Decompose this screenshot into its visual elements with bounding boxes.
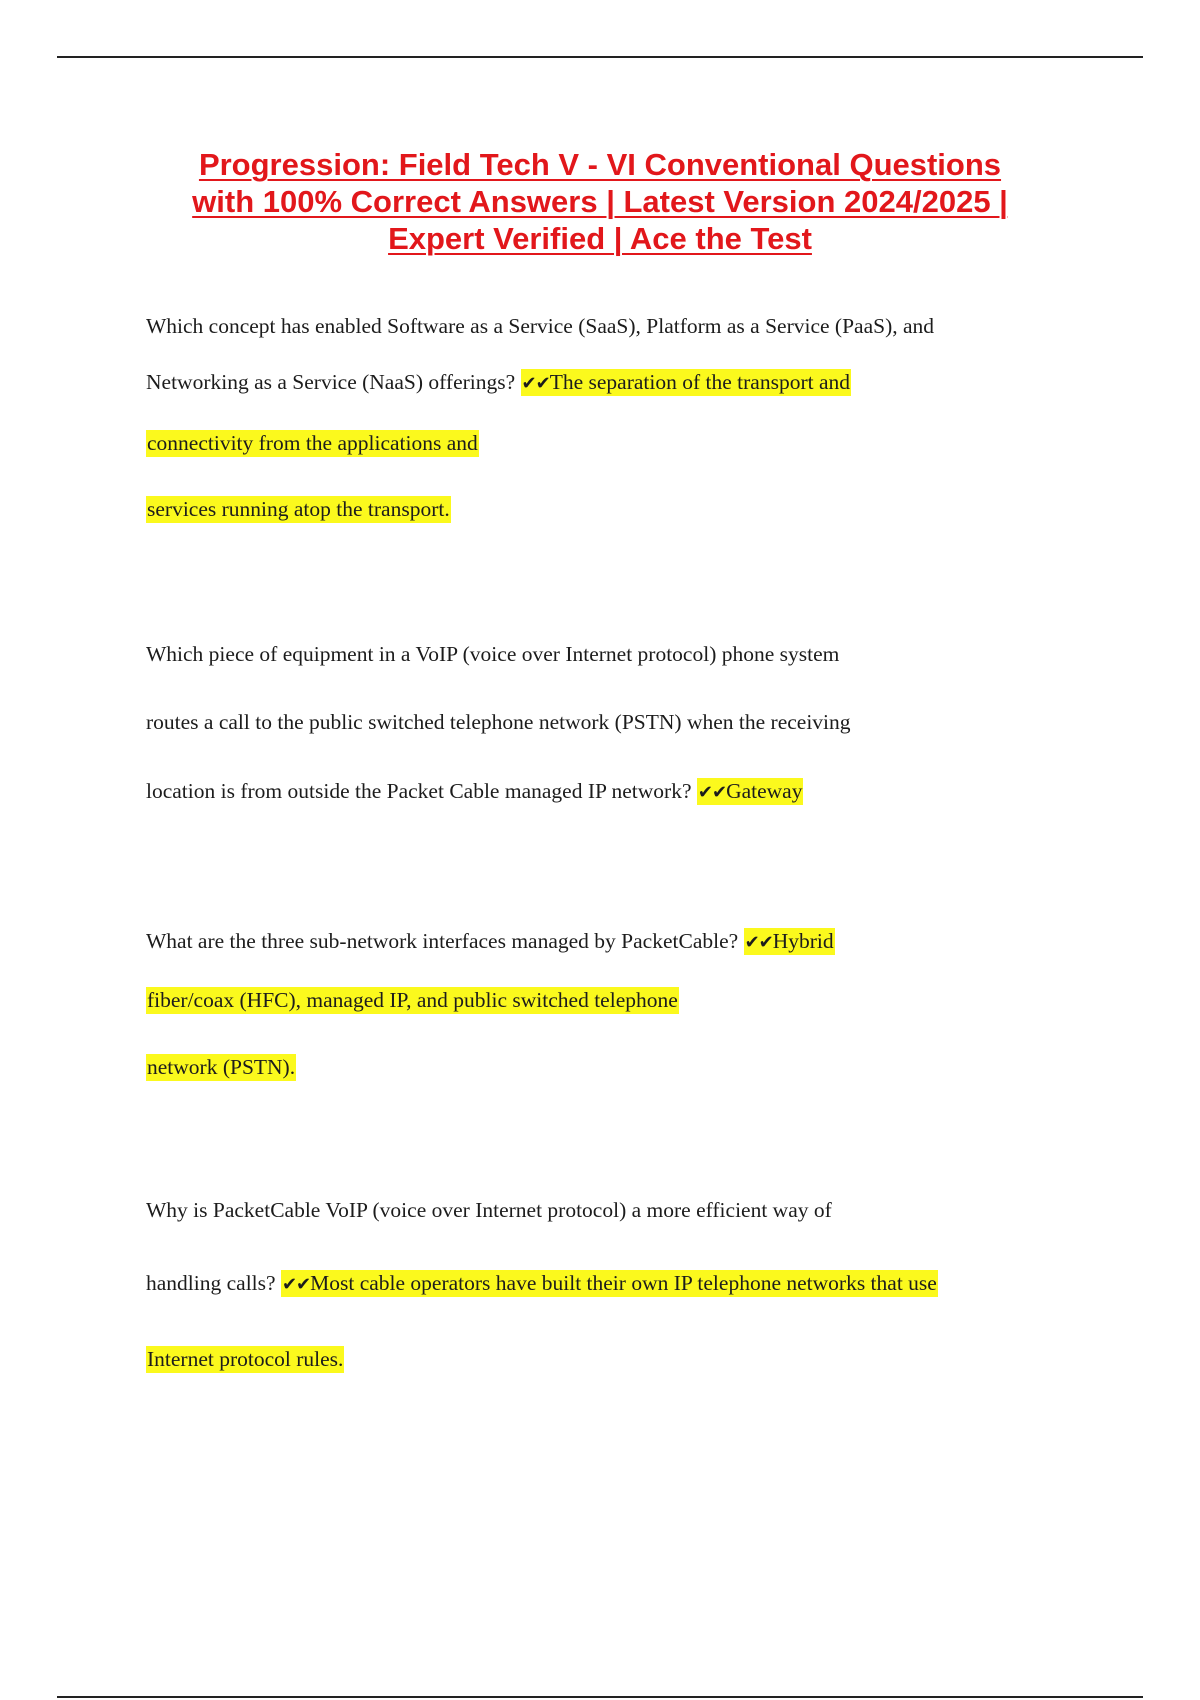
question-1-line-2 xyxy=(146,367,851,399)
double-check-icon: ✔✔ xyxy=(697,782,727,803)
question-4-line-1 xyxy=(146,1195,832,1225)
top-rule xyxy=(57,56,1143,58)
double-check-icon: ✔✔ xyxy=(744,932,773,953)
answer-text: Gateway xyxy=(726,779,803,803)
answer-highlight xyxy=(697,778,804,805)
question-2-line-1 xyxy=(146,639,839,669)
answer-text: services running atop the transport. xyxy=(147,497,450,521)
answer-text: fiber/coax (HFC), managed IP, and public switched telephone xyxy=(147,988,678,1012)
question-text: Which piece of equipment in a VoIP (voice over Internet protocol) phone system xyxy=(146,642,840,666)
answer-4-line-2 xyxy=(146,1344,344,1374)
question-1-line-1 xyxy=(146,311,934,341)
question-2-line-3 xyxy=(146,776,803,808)
question-text: What are the three sub-network interfaces managed by PacketCable? xyxy=(146,929,744,953)
answer-3-line-2 xyxy=(146,985,679,1015)
question-text: Why is PacketCable VoIP (voice over Internet protocol) a more efficient way of xyxy=(146,1198,832,1222)
question-text: location is from outside the Packet Cable managed IP network? xyxy=(146,779,697,803)
double-check-icon: ✔✔ xyxy=(521,373,550,394)
answer-text: Most cable operators have built their own IP telephone networks that use xyxy=(310,1271,937,1295)
question-2-line-2 xyxy=(146,707,851,737)
answer-text: network (PSTN). xyxy=(147,1055,296,1079)
answer-text: Internet protocol rules. xyxy=(147,1347,344,1371)
answer-highlight xyxy=(281,1270,938,1297)
title-line: with 100% Correct Answers | Latest Version 2024/2025 | xyxy=(192,184,1008,219)
title-line: Expert Verified | Ace the Test xyxy=(388,221,812,256)
answer-3-line-3 xyxy=(146,1052,296,1082)
answer-1-line-3 xyxy=(146,494,451,524)
double-check-icon: ✔✔ xyxy=(281,1274,311,1295)
question-text: routes a call to the public switched telephone network (PSTN) when the receiving xyxy=(146,710,851,734)
document-title xyxy=(100,146,1100,257)
answer-highlight xyxy=(744,928,835,955)
question-text: Networking as a Service (NaaS) offerings? xyxy=(146,370,521,394)
question-4-line-2 xyxy=(146,1268,938,1300)
question-text: handling calls? xyxy=(146,1271,281,1295)
answer-text: connectivity from the applications and xyxy=(147,431,478,455)
bottom-rule xyxy=(57,1696,1143,1698)
question-text: Which concept has enabled Software as a Service (SaaS), Platform as a Service (PaaS), and xyxy=(146,314,935,338)
answer-text: The separation of the transport and xyxy=(549,370,850,394)
answer-highlight xyxy=(521,369,851,396)
answer-1-line-2 xyxy=(146,428,479,458)
question-3-line-1 xyxy=(146,926,835,958)
title-line: Progression: Field Tech V - VI Conventional Questions xyxy=(198,147,1002,182)
answer-text: Hybrid xyxy=(772,929,834,953)
